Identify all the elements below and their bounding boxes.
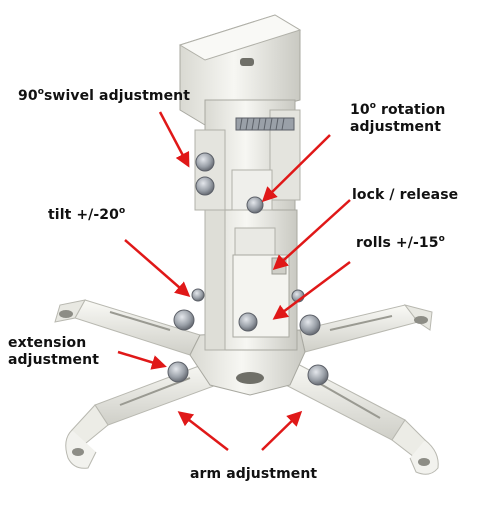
threaded-rod — [236, 118, 294, 130]
label-rolls: rolls $+/-15^o$ — [356, 234, 445, 251]
label-tilt: tilt $+/-20^o$ — [48, 206, 126, 223]
arm-right-front — [280, 360, 438, 474]
label-lock-release: lock / release — [352, 187, 459, 203]
label-rotation-adjustment: 10$^o$ rotation adjustment — [350, 101, 446, 135]
label-arm-adjustment: arm adjustment — [190, 466, 318, 482]
label-extension-adjustment: extension adjustment — [8, 335, 100, 368]
label-swivel-adjustment: 90$^o$swivel adjustment — [18, 87, 191, 104]
